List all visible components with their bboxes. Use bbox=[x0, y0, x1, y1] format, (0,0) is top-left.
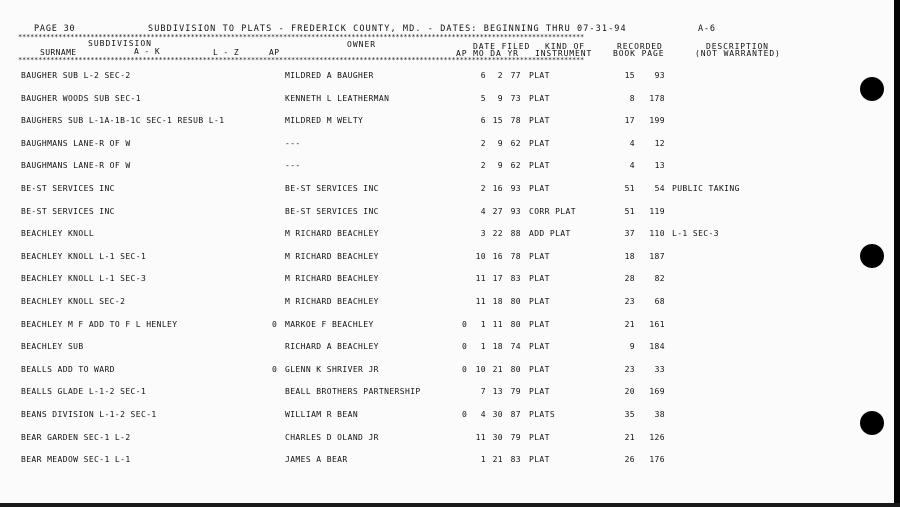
cell-book: 35 bbox=[624, 410, 635, 419]
cell-instrument: CORR PLAT bbox=[529, 206, 576, 216]
col-surname: SURNAME bbox=[40, 48, 77, 57]
col-instrument: INSTRUMENT bbox=[535, 49, 593, 58]
cell-month: 1 bbox=[480, 319, 486, 329]
cell-owner: M RICHARD BEACHLEY bbox=[285, 229, 379, 239]
cell-page: 184 bbox=[649, 342, 665, 352]
cell-instrument: PLAT bbox=[529, 297, 550, 306]
cell-instrument: PLATS bbox=[529, 410, 556, 419]
cell-book: 21 bbox=[624, 432, 635, 442]
cell-owner: CHARLES D OLAND JR bbox=[285, 432, 379, 442]
cell-owner: MILDRED A BAUGHER bbox=[285, 71, 374, 80]
col-date-filed: DATE FILED bbox=[473, 42, 531, 51]
table-row bbox=[0, 320, 900, 330]
cell-month: 1 bbox=[480, 342, 486, 352]
cell-page: 199 bbox=[649, 116, 665, 126]
cell-book: 4 bbox=[629, 161, 635, 171]
cell-day: 21 bbox=[492, 364, 503, 374]
cell-day: 9 bbox=[497, 93, 503, 103]
cell-instrument: PLAT bbox=[529, 342, 550, 352]
cell-subdivision: BE-ST SERVICES INC bbox=[21, 184, 115, 193]
cell-year: 80 bbox=[510, 364, 521, 374]
cell-book: 23 bbox=[624, 297, 635, 306]
cell-year: 80 bbox=[510, 297, 521, 306]
cell-month: 3 bbox=[480, 229, 486, 239]
cell-instrument: PLAT bbox=[529, 432, 550, 442]
cell-owner: BEALL BROTHERS PARTNERSHIP bbox=[285, 387, 421, 397]
cell-page: 169 bbox=[649, 387, 665, 397]
cell-month: 2 bbox=[480, 161, 486, 171]
cell-ap-date: 0 bbox=[462, 342, 468, 352]
cell-day: 18 bbox=[492, 342, 503, 352]
punch-hole-top bbox=[860, 77, 884, 101]
cell-instrument: PLAT bbox=[529, 364, 550, 374]
table-row bbox=[0, 116, 900, 126]
cell-year: 88 bbox=[510, 229, 521, 239]
cell-subdivision: BEANS DIVISION L-1-2 SEC-1 bbox=[21, 410, 157, 419]
table-row bbox=[0, 274, 900, 284]
col-not-warranted: (NOT WARRANTED) bbox=[695, 49, 781, 58]
cell-owner: MARKOE F BEACHLEY bbox=[285, 319, 374, 329]
col-owner: OWNER bbox=[347, 40, 377, 49]
cell-month: 6 bbox=[480, 71, 486, 80]
col-subdivision: SUBDIVISION bbox=[88, 39, 152, 48]
cell-page: 33 bbox=[654, 364, 665, 374]
col-ap: AP bbox=[269, 48, 280, 57]
cell-book: 15 bbox=[624, 71, 635, 80]
cell-subdivision: BAUGHMANS LANE-R OF W bbox=[21, 161, 131, 171]
cell-owner: RICHARD A BEACHLEY bbox=[285, 342, 379, 352]
cell-year: 79 bbox=[510, 387, 521, 397]
table-row bbox=[0, 365, 900, 375]
cell-instrument: PLAT bbox=[529, 93, 550, 103]
cell-instrument: PLAT bbox=[529, 387, 550, 397]
cell-description: PUBLIC TAKING bbox=[672, 184, 740, 193]
cell-page: 12 bbox=[654, 138, 665, 148]
cell-book: 28 bbox=[624, 274, 635, 284]
cell-book: 18 bbox=[624, 251, 635, 261]
col-l-z: L - Z bbox=[213, 48, 240, 57]
cell-page: 126 bbox=[649, 432, 665, 442]
cell-year: 79 bbox=[510, 432, 521, 442]
cell-year: 62 bbox=[510, 138, 521, 148]
cell-month: 7 bbox=[480, 387, 486, 397]
cell-page: 176 bbox=[649, 455, 665, 465]
cell-book: 51 bbox=[624, 206, 635, 216]
cell-page: 119 bbox=[649, 206, 665, 216]
cell-book: 9 bbox=[629, 342, 635, 352]
table-row bbox=[0, 161, 900, 171]
cell-description: L-1 SEC-3 bbox=[672, 229, 719, 239]
cell-day: 17 bbox=[492, 274, 503, 284]
cell-month: 4 bbox=[480, 410, 486, 419]
cell-day: 13 bbox=[492, 387, 503, 397]
cell-subdivision: BAUGHERS SUB L-1A-1B-1C SEC-1 RESUB L-1 bbox=[21, 116, 225, 126]
table-row bbox=[0, 387, 900, 397]
cell-instrument: PLAT bbox=[529, 274, 550, 284]
cell-owner: M RICHARD BEACHLEY bbox=[285, 274, 379, 284]
cell-owner: WILLIAM R BEAN bbox=[285, 410, 359, 419]
cell-subdivision: BEACHLEY KNOLL SEC-2 bbox=[21, 297, 126, 306]
cell-year: 78 bbox=[510, 251, 521, 261]
cell-month: 4 bbox=[480, 206, 486, 216]
table-row bbox=[0, 229, 900, 239]
cell-subdivision: BE-ST SERVICES INC bbox=[21, 206, 115, 216]
cell-year: 62 bbox=[510, 161, 521, 171]
cell-subdivision: BEACHLEY KNOLL L-1 SEC-3 bbox=[21, 274, 147, 284]
cell-owner: M RICHARD BEACHLEY bbox=[285, 251, 379, 261]
cell-month: 11 bbox=[475, 432, 486, 442]
table-row bbox=[0, 252, 900, 262]
cell-owner: M RICHARD BEACHLEY bbox=[285, 297, 379, 306]
cell-page: 178 bbox=[649, 93, 665, 103]
cell-owner: MILDRED M WELTY bbox=[285, 116, 364, 126]
cell-day: 22 bbox=[492, 229, 503, 239]
cell-day: 27 bbox=[492, 206, 503, 216]
cell-book: 37 bbox=[624, 229, 635, 239]
cell-book: 20 bbox=[624, 387, 635, 397]
cell-ap-date: 0 bbox=[462, 319, 468, 329]
table-row bbox=[0, 71, 900, 81]
cell-day: 16 bbox=[492, 251, 503, 261]
cell-year: 77 bbox=[510, 71, 521, 80]
cell-subdivision: BEALLS GLADE L-1-2 SEC-1 bbox=[21, 387, 147, 397]
table-row bbox=[0, 184, 900, 194]
cell-subdivision: BAUGHMANS LANE-R OF W bbox=[21, 138, 131, 148]
cell-subdivision: BEACHLEY KNOLL bbox=[21, 229, 95, 239]
cell-page: 82 bbox=[654, 274, 665, 284]
cell-page: 54 bbox=[654, 184, 665, 193]
page-number: PAGE 30 bbox=[34, 24, 76, 34]
table-row bbox=[0, 139, 900, 149]
table-row bbox=[0, 342, 900, 352]
report-title: SUBDIVISION TO PLATS - FREDERICK COUNTY, MD. - DATES: BEGINNING THRU 07-31-94 bbox=[148, 24, 627, 34]
cell-book: 8 bbox=[629, 93, 635, 103]
cell-day: 30 bbox=[492, 410, 503, 419]
cell-month: 1 bbox=[480, 455, 486, 465]
cell-subdivision: BEACHLEY KNOLL L-1 SEC-1 bbox=[21, 251, 147, 261]
page-edge-bottom bbox=[0, 503, 900, 507]
cell-book: 17 bbox=[624, 116, 635, 126]
cell-year: 87 bbox=[510, 410, 521, 419]
page-edge-right bbox=[894, 0, 900, 507]
cell-day: 2 bbox=[497, 71, 503, 80]
cell-day: 15 bbox=[492, 116, 503, 126]
col-description: DESCRIPTION bbox=[706, 42, 769, 51]
cell-instrument: PLAT bbox=[529, 184, 550, 193]
cell-page: 68 bbox=[654, 297, 665, 306]
cell-month: 10 bbox=[475, 251, 486, 261]
star-rule-top: ********************************************************************************************************************************************* bbox=[18, 34, 585, 41]
cell-page: 110 bbox=[649, 229, 665, 239]
cell-book: 21 bbox=[624, 319, 635, 329]
cell-owner: KENNETH L LEATHERMAN bbox=[285, 93, 390, 103]
cell-instrument: PLAT bbox=[529, 116, 550, 126]
cell-owner: JAMES A BEAR bbox=[285, 455, 348, 465]
cell-ap-date: 0 bbox=[462, 364, 468, 374]
col-book-page: BOOK PAGE bbox=[613, 49, 665, 58]
cell-page: 93 bbox=[654, 71, 665, 80]
cell-year: 93 bbox=[510, 184, 521, 193]
star-rule-bottom: ********************************************************************************************************************************************* bbox=[18, 57, 585, 64]
cell-year: 80 bbox=[510, 319, 521, 329]
cell-instrument: PLAT bbox=[529, 161, 550, 171]
table-row bbox=[0, 410, 900, 420]
col-a-k: A - K bbox=[134, 47, 161, 56]
cell-page: 161 bbox=[649, 319, 665, 329]
cell-subdivision: BEAR MEADOW SEC-1 L-1 bbox=[21, 455, 131, 465]
cell-instrument: ADD PLAT bbox=[529, 229, 571, 239]
cell-year: 83 bbox=[510, 274, 521, 284]
cell-subdivision: BAUGHER SUB L-2 SEC-2 bbox=[21, 71, 131, 80]
cell-owner: BE-ST SERVICES INC bbox=[285, 206, 379, 216]
cell-page: 13 bbox=[654, 161, 665, 171]
cell-book: 4 bbox=[629, 138, 635, 148]
cell-month: 11 bbox=[475, 297, 486, 306]
table-row bbox=[0, 455, 900, 465]
cell-page: 187 bbox=[649, 251, 665, 261]
cell-month: 2 bbox=[480, 184, 486, 193]
cell-subdivision: BEACHLEY SUB bbox=[21, 342, 84, 352]
cell-instrument: PLAT bbox=[529, 319, 550, 329]
report-code: A-6 bbox=[698, 24, 716, 34]
cell-year: 83 bbox=[510, 455, 521, 465]
table-row bbox=[0, 433, 900, 443]
cell-year: 93 bbox=[510, 206, 521, 216]
cell-instrument: PLAT bbox=[529, 138, 550, 148]
cell-day: 9 bbox=[497, 161, 503, 171]
cell-instrument: PLAT bbox=[529, 251, 550, 261]
cell-ap: 0 bbox=[272, 319, 278, 329]
cell-month: 11 bbox=[475, 274, 486, 284]
punch-hole-middle bbox=[860, 244, 884, 268]
cell-owner: --- bbox=[285, 161, 301, 171]
cell-owner: --- bbox=[285, 138, 301, 148]
cell-ap-date: 0 bbox=[462, 410, 468, 419]
cell-month: 10 bbox=[475, 364, 486, 374]
cell-subdivision: BEAR GARDEN SEC-1 L-2 bbox=[21, 432, 131, 442]
cell-book: 23 bbox=[624, 364, 635, 374]
cell-year: 73 bbox=[510, 93, 521, 103]
cell-day: 30 bbox=[492, 432, 503, 442]
cell-instrument: PLAT bbox=[529, 71, 550, 80]
cell-owner: GLENN K SHRIVER JR bbox=[285, 364, 379, 374]
cell-month: 5 bbox=[480, 93, 486, 103]
cell-subdivision: BEACHLEY M F ADD TO F L HENLEY bbox=[21, 319, 178, 329]
cell-day: 11 bbox=[492, 319, 503, 329]
table-row bbox=[0, 207, 900, 217]
cell-book: 26 bbox=[624, 455, 635, 465]
cell-day: 21 bbox=[492, 455, 503, 465]
cell-day: 18 bbox=[492, 297, 503, 306]
cell-ap: 0 bbox=[272, 364, 278, 374]
table-row bbox=[0, 94, 900, 104]
table-row bbox=[0, 297, 900, 307]
cell-day: 9 bbox=[497, 138, 503, 148]
cell-year: 74 bbox=[510, 342, 521, 352]
cell-month: 2 bbox=[480, 138, 486, 148]
cell-month: 6 bbox=[480, 116, 486, 126]
cell-day: 16 bbox=[492, 184, 503, 193]
cell-instrument: PLAT bbox=[529, 455, 550, 465]
cell-book: 51 bbox=[624, 184, 635, 193]
cell-subdivision: BAUGHER WOODS SUB SEC-1 bbox=[21, 93, 141, 103]
col-kind-of: KIND OF bbox=[545, 42, 586, 51]
cell-subdivision: BEALLS ADD TO WARD bbox=[21, 364, 115, 374]
cell-year: 78 bbox=[510, 116, 521, 126]
cell-page: 38 bbox=[654, 410, 665, 419]
col-date-parts: AP MO DA YR bbox=[456, 49, 519, 58]
cell-owner: BE-ST SERVICES INC bbox=[285, 184, 379, 193]
col-recorded: RECORDED bbox=[617, 42, 663, 51]
punch-hole-bottom bbox=[860, 411, 884, 435]
